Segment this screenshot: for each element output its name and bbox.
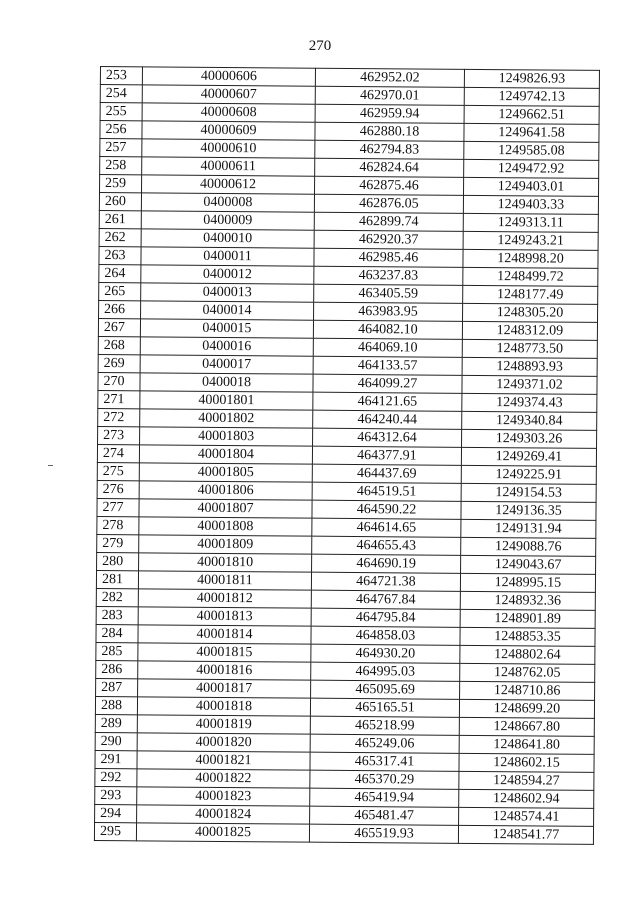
x-coordinate-cell: 464082.10 bbox=[313, 320, 462, 339]
x-coordinate-cell: 465370.29 bbox=[310, 770, 459, 789]
x-coordinate-cell: 462899.74 bbox=[314, 212, 463, 231]
x-coordinate-cell: 464312.64 bbox=[313, 428, 462, 447]
x-coordinate-cell: 462794.83 bbox=[315, 140, 464, 159]
y-coordinate-cell: 1248802.64 bbox=[460, 645, 595, 664]
row-number-cell: 255 bbox=[100, 103, 142, 121]
coordinates-table-body bbox=[94, 67, 599, 845]
x-coordinate-cell: 464437.69 bbox=[312, 464, 461, 483]
x-coordinate-cell: 464795.84 bbox=[311, 608, 460, 627]
y-coordinate-cell: 1249662.51 bbox=[464, 105, 599, 124]
y-coordinate-cell: 1249043.67 bbox=[461, 555, 596, 574]
y-coordinate-cell: 1249303.26 bbox=[462, 429, 597, 448]
point-id-cell: 40001808 bbox=[139, 517, 312, 536]
x-coordinate-cell: 464121.65 bbox=[313, 392, 462, 411]
x-coordinate-cell: 464377.91 bbox=[312, 446, 461, 465]
x-coordinate-cell: 462920.37 bbox=[314, 230, 463, 249]
y-coordinate-cell: 1249371.02 bbox=[462, 375, 597, 394]
point-id-cell: 0400017 bbox=[140, 355, 313, 374]
point-id-cell: 40001802 bbox=[140, 409, 313, 428]
point-id-cell: 40001819 bbox=[137, 715, 310, 734]
point-id-cell: 0400010 bbox=[141, 229, 314, 248]
point-id-cell: 40001807 bbox=[139, 499, 312, 518]
point-id-cell: 40001820 bbox=[137, 733, 310, 752]
y-coordinate-cell: 1248312.09 bbox=[462, 321, 597, 340]
x-coordinate-cell: 464099.27 bbox=[313, 374, 462, 393]
y-coordinate-cell: 1249403.33 bbox=[463, 195, 598, 214]
row-number-cell: 286 bbox=[96, 660, 138, 678]
row-number-cell: 264 bbox=[99, 264, 141, 282]
row-number-cell: 293 bbox=[95, 786, 137, 804]
point-id-cell: 40001801 bbox=[140, 391, 313, 410]
row-number-cell: 295 bbox=[94, 822, 136, 840]
x-coordinate-cell: 464721.38 bbox=[311, 572, 460, 591]
x-coordinate-cell: 464240.44 bbox=[313, 410, 462, 429]
point-id-cell: 40001805 bbox=[139, 463, 312, 482]
row-number-cell: 281 bbox=[96, 570, 138, 588]
row-number-cell: 258 bbox=[100, 157, 142, 175]
point-id-cell: 0400014 bbox=[141, 301, 314, 320]
row-number-cell: 267 bbox=[98, 318, 140, 336]
row-number-cell: 269 bbox=[98, 354, 140, 372]
x-coordinate-cell: 462875.46 bbox=[314, 176, 463, 195]
point-id-cell: 40001814 bbox=[138, 625, 311, 644]
x-coordinate-cell: 464858.03 bbox=[311, 626, 460, 645]
point-id-cell: 40000607 bbox=[142, 85, 315, 104]
point-id-cell: 40001813 bbox=[138, 607, 311, 626]
y-coordinate-cell: 1248641.80 bbox=[459, 735, 594, 754]
row-number-cell: 282 bbox=[96, 588, 138, 606]
row-number-cell: 294 bbox=[95, 804, 137, 822]
row-number-cell: 289 bbox=[95, 714, 137, 732]
row-number-cell: 257 bbox=[100, 139, 142, 157]
x-coordinate-cell: 462952.02 bbox=[315, 68, 464, 87]
point-id-cell: 40000610 bbox=[142, 139, 315, 158]
point-id-cell: 40000612 bbox=[142, 175, 315, 194]
x-coordinate-cell: 465419.94 bbox=[310, 788, 459, 807]
y-coordinate-cell: 1248773.50 bbox=[462, 339, 597, 358]
point-id-cell: 40000606 bbox=[142, 67, 315, 86]
point-id-cell: 40001821 bbox=[137, 751, 310, 770]
point-id-cell: 0400015 bbox=[140, 319, 313, 338]
row-number-cell: 291 bbox=[95, 750, 137, 768]
row-number-cell: 275 bbox=[97, 462, 139, 480]
y-coordinate-cell: 1248853.35 bbox=[460, 627, 595, 646]
row-number-cell: 292 bbox=[95, 768, 137, 786]
table-row bbox=[94, 822, 593, 844]
row-number-cell: 262 bbox=[99, 228, 141, 246]
point-id-cell: 40001823 bbox=[137, 787, 310, 806]
x-coordinate-cell: 462880.18 bbox=[315, 122, 464, 141]
x-coordinate-cell: 463983.95 bbox=[314, 302, 463, 321]
point-id-cell: 40001824 bbox=[137, 805, 310, 824]
point-id-cell: 40001815 bbox=[138, 643, 311, 662]
y-coordinate-cell: 1248574.41 bbox=[459, 807, 594, 826]
y-coordinate-cell: 1248893.93 bbox=[462, 357, 597, 376]
point-id-cell: 40001804 bbox=[139, 445, 312, 464]
point-id-cell: 40001818 bbox=[137, 697, 310, 716]
y-coordinate-cell: 1248932.36 bbox=[460, 591, 595, 610]
page-number: 270 bbox=[308, 38, 332, 54]
point-id-cell: 0400012 bbox=[141, 265, 314, 284]
row-number-cell: 253 bbox=[100, 67, 142, 85]
point-id-cell: 40000608 bbox=[142, 103, 315, 122]
row-number-cell: 260 bbox=[99, 193, 141, 211]
x-coordinate-cell: 462824.64 bbox=[315, 158, 464, 177]
row-number-cell: 268 bbox=[98, 336, 140, 354]
point-id-cell: 40001811 bbox=[138, 571, 311, 590]
y-coordinate-cell: 1248995.15 bbox=[460, 573, 595, 592]
point-id-cell: 40001809 bbox=[139, 535, 312, 554]
x-coordinate-cell: 465249.06 bbox=[310, 734, 459, 753]
x-coordinate-cell: 463237.83 bbox=[314, 266, 463, 285]
x-coordinate-cell: 464767.84 bbox=[311, 590, 460, 609]
y-coordinate-cell: 1249088.76 bbox=[461, 537, 596, 556]
point-id-cell: 0400016 bbox=[140, 337, 313, 356]
scan-mark bbox=[48, 465, 53, 466]
y-coordinate-cell: 1248594.27 bbox=[459, 771, 594, 790]
y-coordinate-cell: 1249225.91 bbox=[461, 465, 596, 484]
row-number-cell: 272 bbox=[98, 408, 140, 426]
point-id-cell: 40001825 bbox=[136, 823, 309, 842]
y-coordinate-cell: 1249136.35 bbox=[461, 501, 596, 520]
row-number-cell: 270 bbox=[98, 372, 140, 390]
point-id-cell: 40001806 bbox=[139, 481, 312, 500]
x-coordinate-cell: 464590.22 bbox=[312, 500, 461, 519]
y-coordinate-cell: 1249313.11 bbox=[463, 213, 598, 232]
row-number-cell: 279 bbox=[97, 534, 139, 552]
row-number-cell: 271 bbox=[98, 390, 140, 408]
y-coordinate-cell: 1248762.05 bbox=[460, 663, 595, 682]
y-coordinate-cell: 1248602.15 bbox=[459, 753, 594, 772]
y-coordinate-cell: 1249742.13 bbox=[464, 87, 599, 106]
x-coordinate-cell: 464690.19 bbox=[312, 554, 461, 573]
x-coordinate-cell: 464614.65 bbox=[312, 518, 461, 537]
row-number-cell: 259 bbox=[100, 175, 142, 193]
point-id-cell: 40000611 bbox=[142, 157, 315, 176]
row-number-cell: 277 bbox=[97, 498, 139, 516]
y-coordinate-cell: 1248998.20 bbox=[463, 249, 598, 268]
y-coordinate-cell: 1249641.58 bbox=[464, 123, 599, 142]
point-id-cell: 40001812 bbox=[138, 589, 311, 608]
row-number-cell: 284 bbox=[96, 624, 138, 642]
row-number-cell: 256 bbox=[100, 121, 142, 139]
row-number-cell: 265 bbox=[99, 282, 141, 300]
row-number-cell: 278 bbox=[97, 516, 139, 534]
x-coordinate-cell: 465218.99 bbox=[310, 716, 459, 735]
row-number-cell: 288 bbox=[95, 696, 137, 714]
y-coordinate-cell: 1249585.08 bbox=[464, 141, 599, 160]
point-id-cell: 40000609 bbox=[142, 121, 315, 140]
row-number-cell: 273 bbox=[98, 426, 140, 444]
point-id-cell: 40001822 bbox=[137, 769, 310, 788]
row-number-cell: 276 bbox=[97, 480, 139, 498]
x-coordinate-cell: 465095.69 bbox=[311, 680, 460, 699]
x-coordinate-cell: 462970.01 bbox=[315, 86, 464, 105]
x-coordinate-cell: 464930.20 bbox=[311, 644, 460, 663]
y-coordinate-cell: 1248499.72 bbox=[463, 267, 598, 286]
row-number-cell: 254 bbox=[100, 85, 142, 103]
x-coordinate-cell: 464069.10 bbox=[313, 338, 462, 357]
y-coordinate-cell: 1249826.93 bbox=[464, 69, 599, 88]
y-coordinate-cell: 1249472.92 bbox=[464, 159, 599, 178]
y-coordinate-cell: 1248667.80 bbox=[459, 717, 594, 736]
x-coordinate-cell: 464995.03 bbox=[311, 662, 460, 681]
row-number-cell: 263 bbox=[99, 246, 141, 264]
row-number-cell: 261 bbox=[99, 210, 141, 228]
row-number-cell: 266 bbox=[99, 300, 141, 318]
point-id-cell: 40001816 bbox=[138, 661, 311, 680]
row-number-cell: 285 bbox=[96, 642, 138, 660]
x-coordinate-cell: 462959.94 bbox=[315, 104, 464, 123]
row-number-cell: 280 bbox=[97, 552, 139, 570]
row-number-cell: 274 bbox=[97, 444, 139, 462]
y-coordinate-cell: 1249269.41 bbox=[461, 447, 596, 466]
y-coordinate-cell: 1249154.53 bbox=[461, 483, 596, 502]
x-coordinate-cell: 465165.51 bbox=[310, 698, 459, 717]
x-coordinate-cell: 465481.47 bbox=[310, 806, 459, 825]
point-id-cell: 0400013 bbox=[141, 283, 314, 302]
coordinates-table bbox=[94, 66, 600, 845]
y-coordinate-cell: 1249131.94 bbox=[461, 519, 596, 538]
row-number-cell: 290 bbox=[95, 732, 137, 750]
x-coordinate-cell: 464133.57 bbox=[313, 356, 462, 375]
row-number-cell: 287 bbox=[96, 678, 138, 696]
x-coordinate-cell: 464655.43 bbox=[312, 536, 461, 555]
y-coordinate-cell: 1249243.21 bbox=[463, 231, 598, 250]
point-id-cell: 40001817 bbox=[138, 679, 311, 698]
point-id-cell: 0400011 bbox=[141, 247, 314, 266]
x-coordinate-cell: 465519.93 bbox=[309, 824, 458, 843]
point-id-cell: 0400008 bbox=[141, 193, 314, 212]
y-coordinate-cell: 1248541.77 bbox=[458, 825, 593, 844]
y-coordinate-cell: 1248901.89 bbox=[460, 609, 595, 628]
y-coordinate-cell: 1248305.20 bbox=[463, 303, 598, 322]
point-id-cell: 0400018 bbox=[140, 373, 313, 392]
point-id-cell: 40001803 bbox=[140, 427, 313, 446]
y-coordinate-cell: 1249374.43 bbox=[462, 393, 597, 412]
x-coordinate-cell: 463405.59 bbox=[314, 284, 463, 303]
y-coordinate-cell: 1249340.84 bbox=[462, 411, 597, 430]
x-coordinate-cell: 464519.51 bbox=[312, 482, 461, 501]
y-coordinate-cell: 1248177.49 bbox=[463, 285, 598, 304]
x-coordinate-cell: 462985.46 bbox=[314, 248, 463, 267]
y-coordinate-cell: 1248699.20 bbox=[459, 699, 594, 718]
y-coordinate-cell: 1248602.94 bbox=[459, 789, 594, 808]
x-coordinate-cell: 462876.05 bbox=[314, 194, 463, 213]
x-coordinate-cell: 465317.41 bbox=[310, 752, 459, 771]
y-coordinate-cell: 1249403.01 bbox=[463, 177, 598, 196]
point-id-cell: 0400009 bbox=[141, 211, 314, 230]
row-number-cell: 283 bbox=[96, 606, 138, 624]
point-id-cell: 40001810 bbox=[139, 553, 312, 572]
y-coordinate-cell: 1248710.86 bbox=[460, 681, 595, 700]
